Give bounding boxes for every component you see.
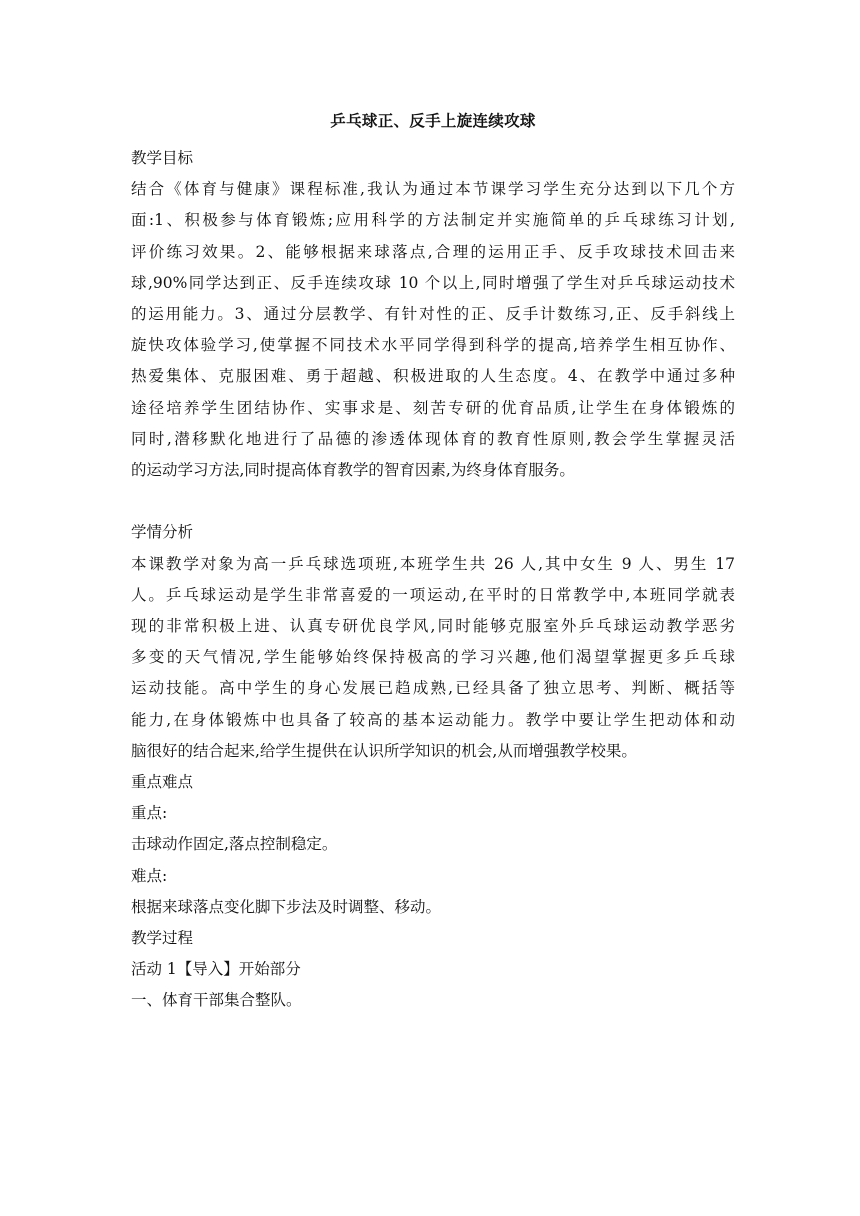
document-title: 乒乓球正、反手上旋连续攻球 [330,111,536,130]
key-point-text: 击球动作固定,落点控制稳定。 [131,835,338,854]
paragraph-line: 运动技能。高中学生的身心发展已趋成熟,已经具备了独立思考、判断、概括等 [131,679,735,698]
paragraph-line: 热爱集体、克服困难、勇于超越、积极进取的人生态度。4、在教学中通过多种 [131,367,735,386]
paragraph-line: 能力,在身体锻炼中也具备了较高的基本运动能力。教学中要让学生把动体和动 [131,710,735,729]
key-points-heading: 重点难点 [131,773,194,792]
paragraph-line: 人。乒乓球运动是学生非常喜爱的一项运动,在平时的日常教学中,本班同学就表 [131,585,735,604]
paragraph-line: 同时,潜移默化地进行了品德的渗透体现体育的教育性原则,教会学生掌握灵活 [131,429,735,448]
process-heading: 教学过程 [131,929,194,948]
paragraph-line: 现的非常积极上进、认真专研优良学风,同时能够克服室外乒乓球运动教学恶劣 [131,617,735,636]
objectives-heading: 教学目标 [131,149,194,167]
document-page [131,108,735,1017]
difficulty-label: 难点: [131,866,168,885]
analysis-paragraph [131,549,735,767]
paragraph-line: 结合《体育与健康》课程标准,我认为通过本节课学习学生充分达到以下几个方 [131,180,735,199]
key-point-label: 重点: [131,804,168,823]
paragraph-line: 多变的天气情况,学生能够始终保持极高的学习兴趣,他们渴望掌握更多乒乓球 [131,648,735,667]
paragraph-line: 本课教学对象为高一乒乓球选项班,本班学生共 26 人,其中女生 9 人、男生 17 [131,554,735,573]
activity-heading: 活动 1【导入】开始部分 [131,960,301,979]
paragraph-line: 的运用能力。3、通过分层教学、有针对性的正、反手计数练习,正、反手斜线上 [131,305,735,324]
paragraph-line: 的运动学习方法,同时提高体育教学的智育因素,为终身体育服务。 [131,461,575,480]
blank-line [131,486,735,517]
paragraph-line: 面:1、积极参与体育锻炼;应用科学的方法制定并实施简单的乒乓球练习计划, [131,211,735,230]
objectives-paragraph [131,174,735,486]
paragraph-line: 途径培养学生团结协作、实事求是、刻苦专研的优育品质,让学生在身体锻炼的 [131,398,735,417]
difficulty-text: 根据来球落点变化脚下步法及时调整、移动。 [131,897,442,916]
paragraph-line: 球,90%同学达到正、反手连续攻球 10 个以上,同时增强了学生对乒乓球运动技术 [131,273,735,292]
step-text: 一、体育干部集合整队。 [131,991,302,1010]
paragraph-line: 评价练习效果。2、能够根据来球落点,合理的运用正手、反手攻球技术回击来 [131,242,735,261]
paragraph-line: 旋快攻体验学习,使掌握不同技术水平同学得到科学的提高,培养学生相互协作、 [131,336,735,355]
analysis-heading: 学情分析 [131,523,194,542]
paragraph-line: 脑很好的结合起来,给学生提供在认识所学知识的机会,从而增强教学校果。 [131,741,637,760]
